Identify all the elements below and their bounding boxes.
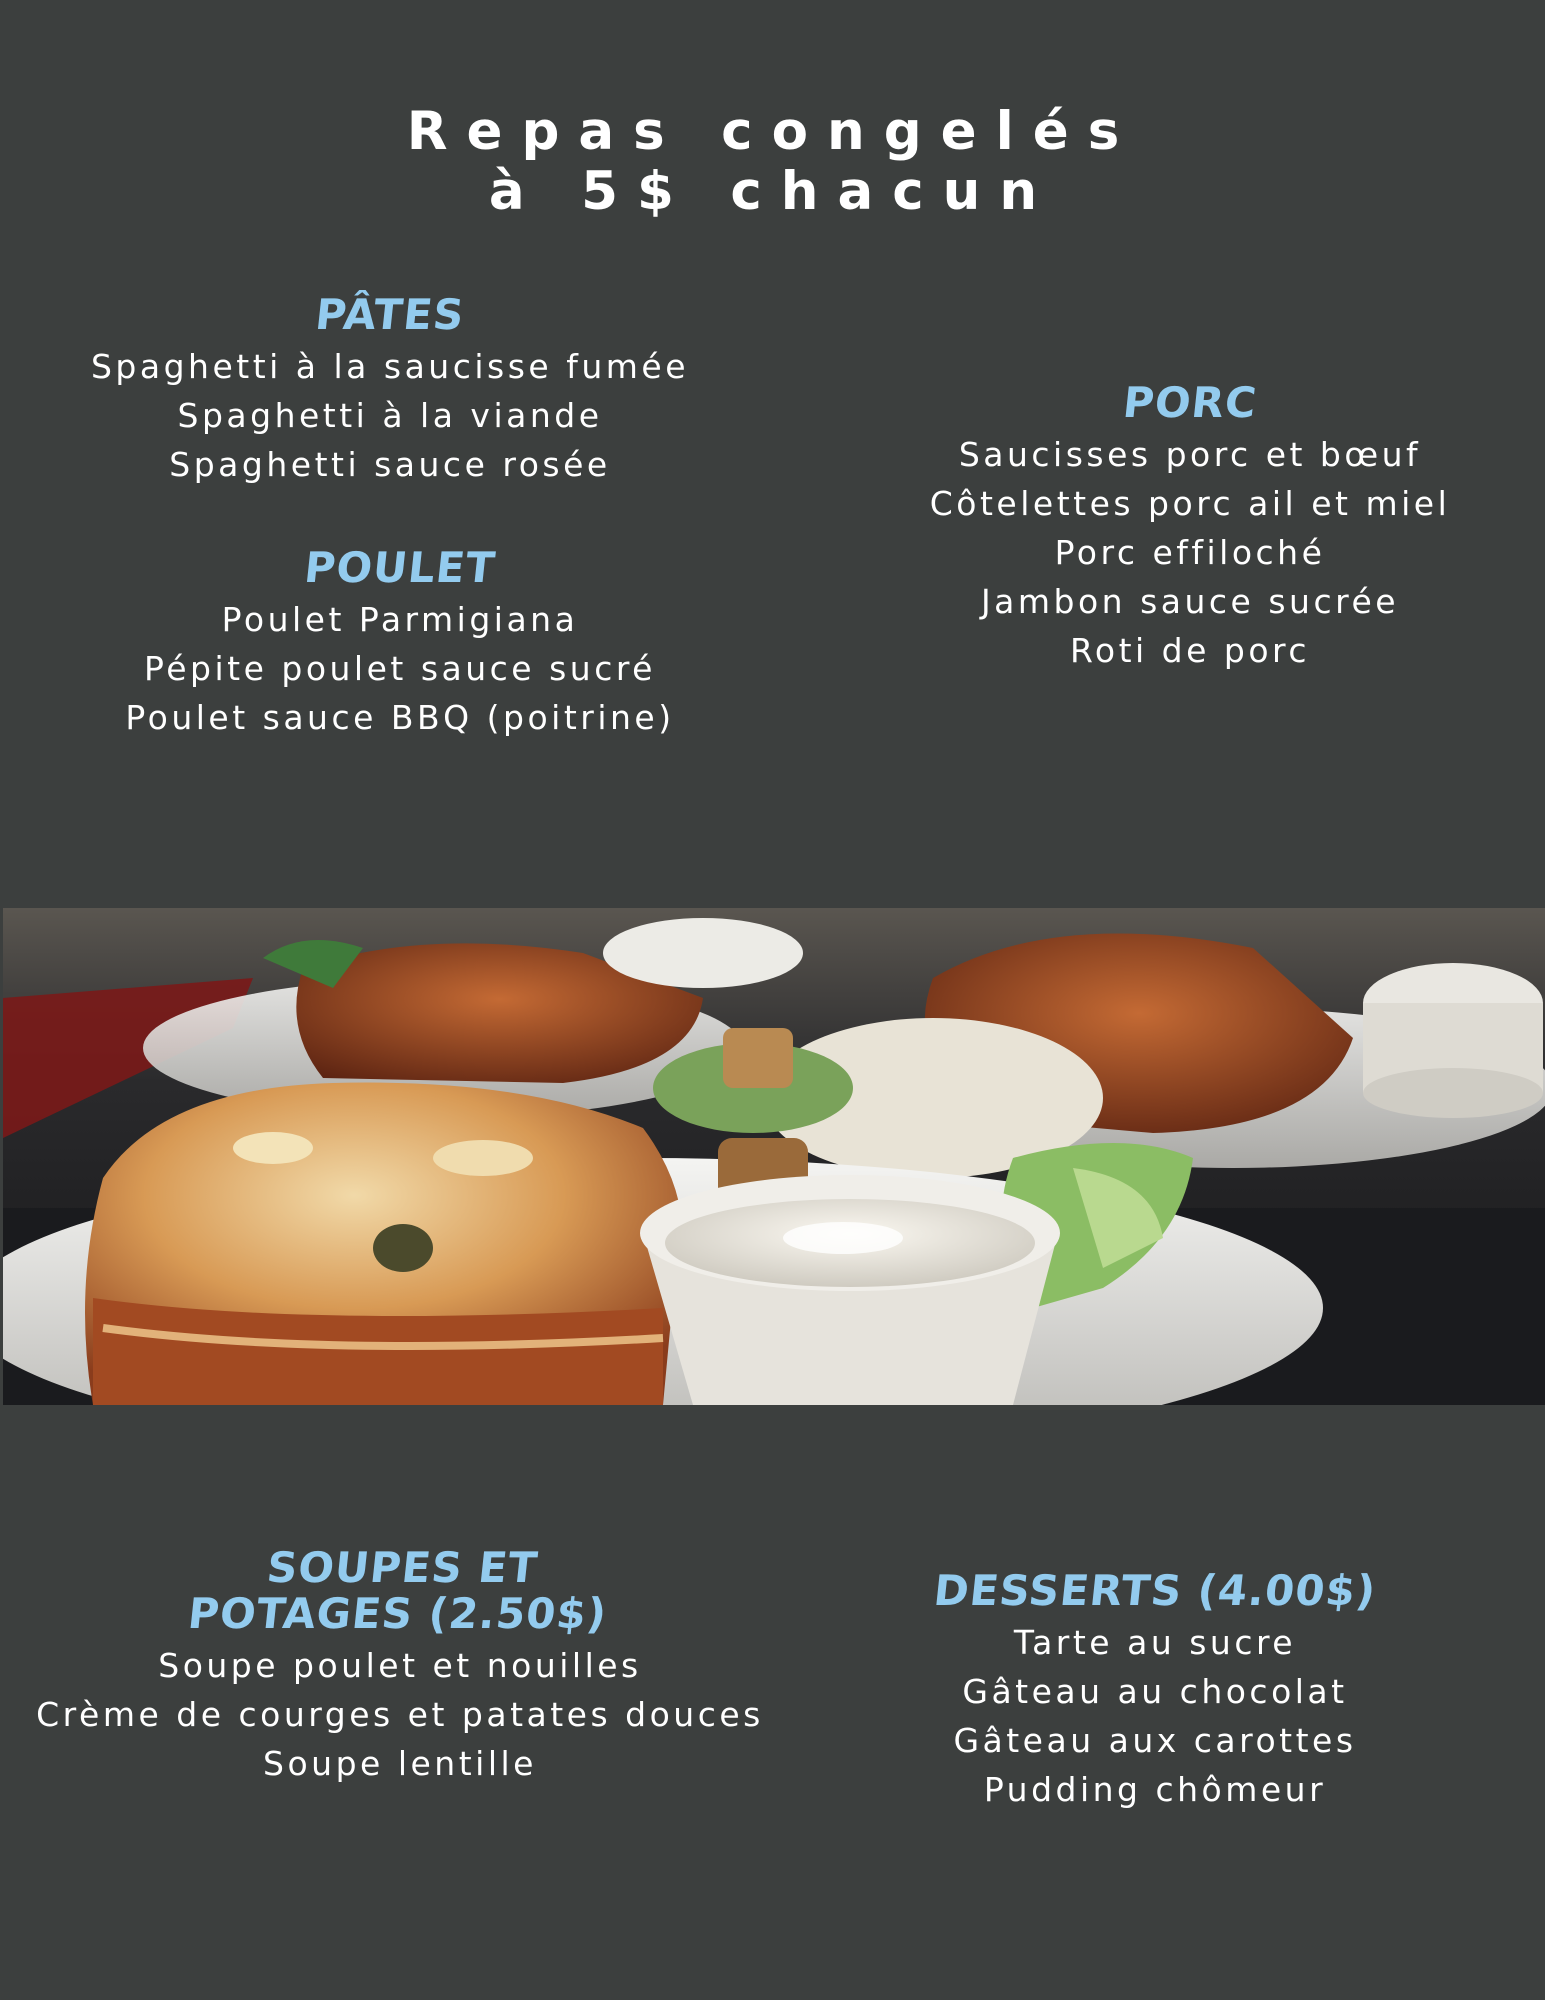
title-line-2: à 5$ chacun bbox=[488, 161, 1057, 222]
page-title bbox=[0, 102, 1545, 222]
menu-item: Tarte au sucre bbox=[1013, 1623, 1297, 1662]
menu-item: Gâteau aux carottes bbox=[953, 1721, 1357, 1760]
menu-list-desserts bbox=[805, 1618, 1505, 1814]
menu-item: Crème de courges et patates douces bbox=[36, 1695, 764, 1734]
menu-item: Pudding chômeur bbox=[983, 1770, 1327, 1809]
menu-item: Porc effiloché bbox=[1054, 533, 1326, 572]
menu-item: Saucisses porc et bœuf bbox=[958, 435, 1422, 474]
section-desserts bbox=[805, 1568, 1505, 1814]
menu-item: Poulet sauce BBQ (poitrine) bbox=[125, 698, 675, 737]
menu-item: Spaghetti sauce rosée bbox=[169, 445, 611, 484]
section-heading-poulet: POULET bbox=[302, 543, 498, 592]
section-heading-soupes-line-2: POTAGES (2.50$) bbox=[185, 1589, 610, 1638]
menu-item: Poulet Parmigiana bbox=[221, 600, 579, 639]
section-heading-soupes-line-1: SOUPES ET bbox=[264, 1543, 541, 1592]
menu-item: Côtelettes porc ail et miel bbox=[929, 484, 1451, 523]
menu-item: Soupe poulet et nouilles bbox=[158, 1646, 642, 1685]
menu-item: Spaghetti à la viande bbox=[177, 396, 603, 435]
menu-item: Roti de porc bbox=[1069, 631, 1311, 670]
menu-item: Pépite poulet sauce sucré bbox=[144, 649, 656, 688]
section-pates bbox=[40, 292, 740, 489]
menu-item: Spaghetti à la saucisse fumée bbox=[90, 347, 689, 386]
menu-item: Jambon sauce sucrée bbox=[980, 582, 1400, 621]
section-heading-soupes bbox=[0, 1545, 805, 1637]
section-heading-desserts: DESSERTS (4.00$) bbox=[931, 1566, 1379, 1615]
menu-list-poulet bbox=[50, 595, 750, 742]
section-heading-pates: PÂTES bbox=[313, 290, 468, 339]
section-poulet bbox=[50, 545, 750, 742]
section-porc bbox=[840, 380, 1540, 675]
lasagna-plate-photo bbox=[3, 908, 1545, 1405]
section-heading-porc: PORC bbox=[1120, 378, 1260, 427]
menu-item: Soupe lentille bbox=[263, 1744, 537, 1783]
section-soupes bbox=[0, 1545, 800, 1788]
title-line-1: Repas congelés bbox=[406, 101, 1139, 162]
menu-list-porc bbox=[840, 430, 1540, 675]
menu-list-soupes bbox=[0, 1641, 800, 1788]
menu-list-pates bbox=[40, 342, 740, 489]
menu-item: Gâteau au chocolat bbox=[962, 1672, 1348, 1711]
